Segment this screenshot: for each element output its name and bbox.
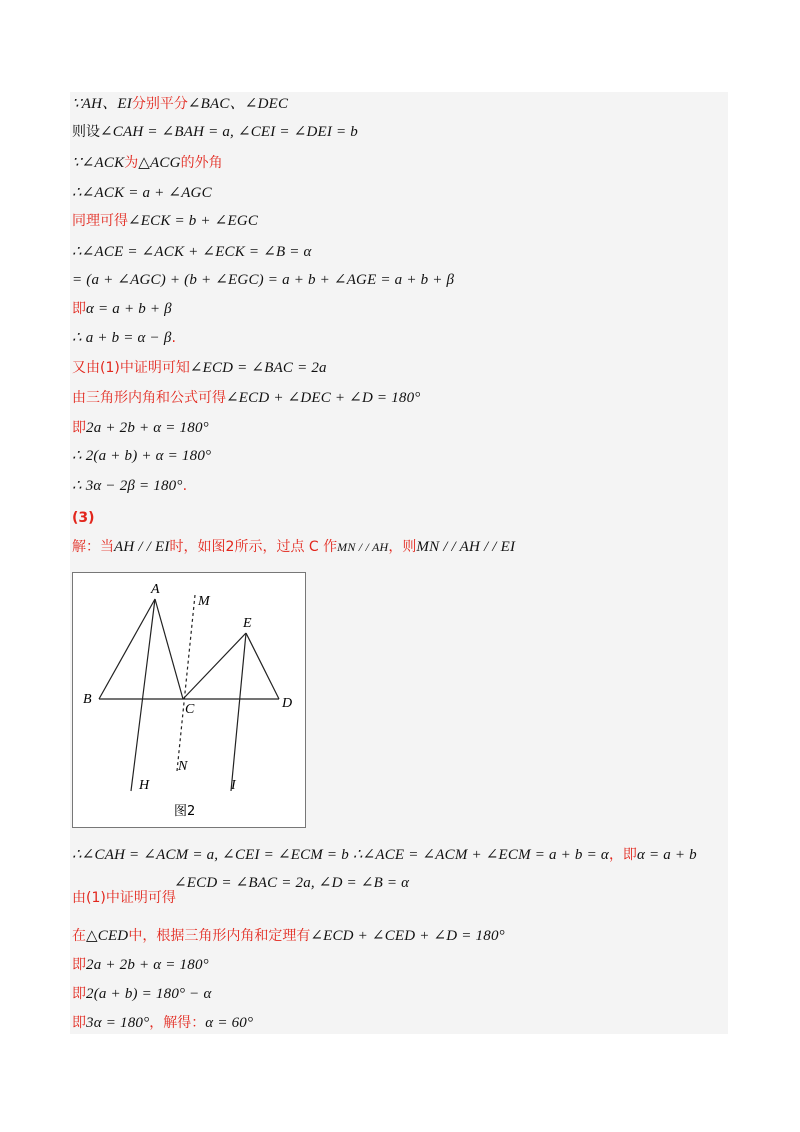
- label-a: A: [151, 582, 160, 597]
- text: ，即: [608, 847, 637, 863]
- label-e: E: [243, 616, 252, 631]
- math: MN / / AH / / EI: [416, 539, 516, 555]
- text: 时，如图2所示，过点 C 作: [169, 539, 338, 555]
- label-b: B: [83, 692, 92, 707]
- proof-line: [72, 1013, 253, 1033]
- math: 2a + 2b + α = 180°: [86, 420, 209, 436]
- math: ∠ECD = ∠BAC = 2a, ∠D = ∠B = α: [174, 875, 410, 891]
- text: 即: [72, 957, 86, 973]
- math: ∴∠ACE = ∠ACK + ∠ECK = ∠B = α: [72, 244, 312, 260]
- text: 由三角形内角和公式可得: [72, 390, 226, 406]
- proof-line: [72, 446, 211, 466]
- math: AH / / EI: [114, 539, 170, 555]
- math: ∴ 2(a + b) + α = 180°: [72, 448, 212, 464]
- text: 即: [72, 986, 86, 1002]
- proof-line: [72, 984, 212, 1004]
- proof-line: [72, 211, 258, 231]
- text: (3): [72, 510, 95, 526]
- label-d: D: [282, 696, 293, 711]
- proof-line: [72, 242, 312, 262]
- proof-line: [72, 299, 172, 319]
- text: 解：当: [72, 539, 114, 555]
- proof-line: [72, 122, 358, 142]
- figure-2: [72, 572, 306, 828]
- text: 在: [72, 928, 86, 944]
- text: 为: [124, 155, 139, 171]
- text: 分别平分: [131, 96, 188, 112]
- math: ∠ECD + ∠CED + ∠D = 180°: [310, 928, 505, 944]
- math: 2a + 2b + α = 180°: [86, 957, 209, 973]
- proof-line: [72, 476, 187, 496]
- text: 则设: [72, 124, 100, 140]
- text: 中，根据三角形内角和定理有: [128, 928, 311, 944]
- math: α = a + b: [636, 847, 697, 863]
- math: △CED: [86, 928, 129, 944]
- math: 2(a + b) = 180° − α: [86, 986, 212, 1002]
- text: 即: [72, 420, 86, 436]
- math: ∵AH、EI: [72, 96, 132, 112]
- segment-ce: [183, 633, 246, 699]
- label-i: I: [231, 778, 236, 793]
- text: 又由(1)中证明可知: [72, 360, 190, 376]
- proof-line: [72, 888, 176, 908]
- proof-line: [72, 183, 212, 203]
- proof-line: [72, 358, 327, 378]
- math: 3α = 180°: [86, 1015, 150, 1031]
- text: 由(1)中证明可得: [72, 890, 176, 906]
- math: ∴∠ACK = a + ∠AGC: [72, 185, 212, 201]
- math: ∠CAH = ∠BAH = a, ∠CEI = ∠DEI = b: [100, 124, 358, 140]
- proof-line: [72, 270, 454, 290]
- label-c: C: [185, 702, 195, 717]
- math: α = a + b + β: [86, 301, 172, 317]
- text: 同理可得: [72, 213, 128, 229]
- proof-line: [72, 418, 209, 438]
- proof-line: [72, 537, 515, 557]
- math: ∠ECD + ∠DEC + ∠D = 180°: [226, 390, 421, 406]
- math: △ACG: [138, 155, 181, 171]
- dashed-line-mn: [177, 595, 195, 771]
- math: ∴ 3α − 2β = 180°: [72, 478, 183, 494]
- math: ∵∠ACK: [72, 155, 125, 171]
- math: ∠ECD = ∠BAC = 2a: [189, 360, 327, 376]
- text: 即: [72, 301, 86, 317]
- math: MN / / AH: [337, 540, 389, 554]
- proof-line: [72, 328, 176, 348]
- proof-line: [174, 873, 409, 893]
- text: .: [171, 330, 176, 346]
- proof-line: [72, 153, 223, 173]
- math: ∴∠CAH = ∠ACM = a, ∠CEI = ∠ECM = b ∴∠ACE = ∠ACM + ∠ECM = a + b = α: [72, 847, 609, 863]
- math: ∠BAC、∠DEC: [187, 96, 289, 112]
- ray-ah: [131, 599, 155, 791]
- proof-line: [72, 388, 421, 408]
- text: 的外角: [180, 155, 223, 171]
- math: = (a + ∠AGC) + (b + ∠EGC) = a + b + ∠AGE = a + b + β: [72, 272, 455, 288]
- text: 即: [72, 1015, 86, 1031]
- math: ∴ a + b = α − β: [72, 330, 172, 346]
- figure-caption: 图2: [174, 804, 196, 819]
- label-h: H: [139, 778, 150, 793]
- section-label: [72, 508, 95, 528]
- proof-line: [72, 94, 288, 114]
- math: α = 60°: [205, 1015, 254, 1031]
- proof-line: [72, 926, 505, 946]
- math: ∠ECK = b + ∠EGC: [128, 213, 259, 229]
- text: ，解得：: [149, 1015, 206, 1031]
- proof-line: [72, 955, 209, 975]
- text: ，则: [388, 539, 417, 555]
- segment-ba: [99, 599, 155, 699]
- segment-ac: [155, 599, 183, 699]
- proof-line: [72, 845, 697, 865]
- geometry-diagram: [73, 573, 305, 827]
- ray-ei: [231, 633, 246, 791]
- label-m: M: [198, 594, 210, 609]
- text: .: [182, 478, 188, 494]
- segment-ed: [246, 633, 279, 699]
- label-n: N: [178, 759, 188, 774]
